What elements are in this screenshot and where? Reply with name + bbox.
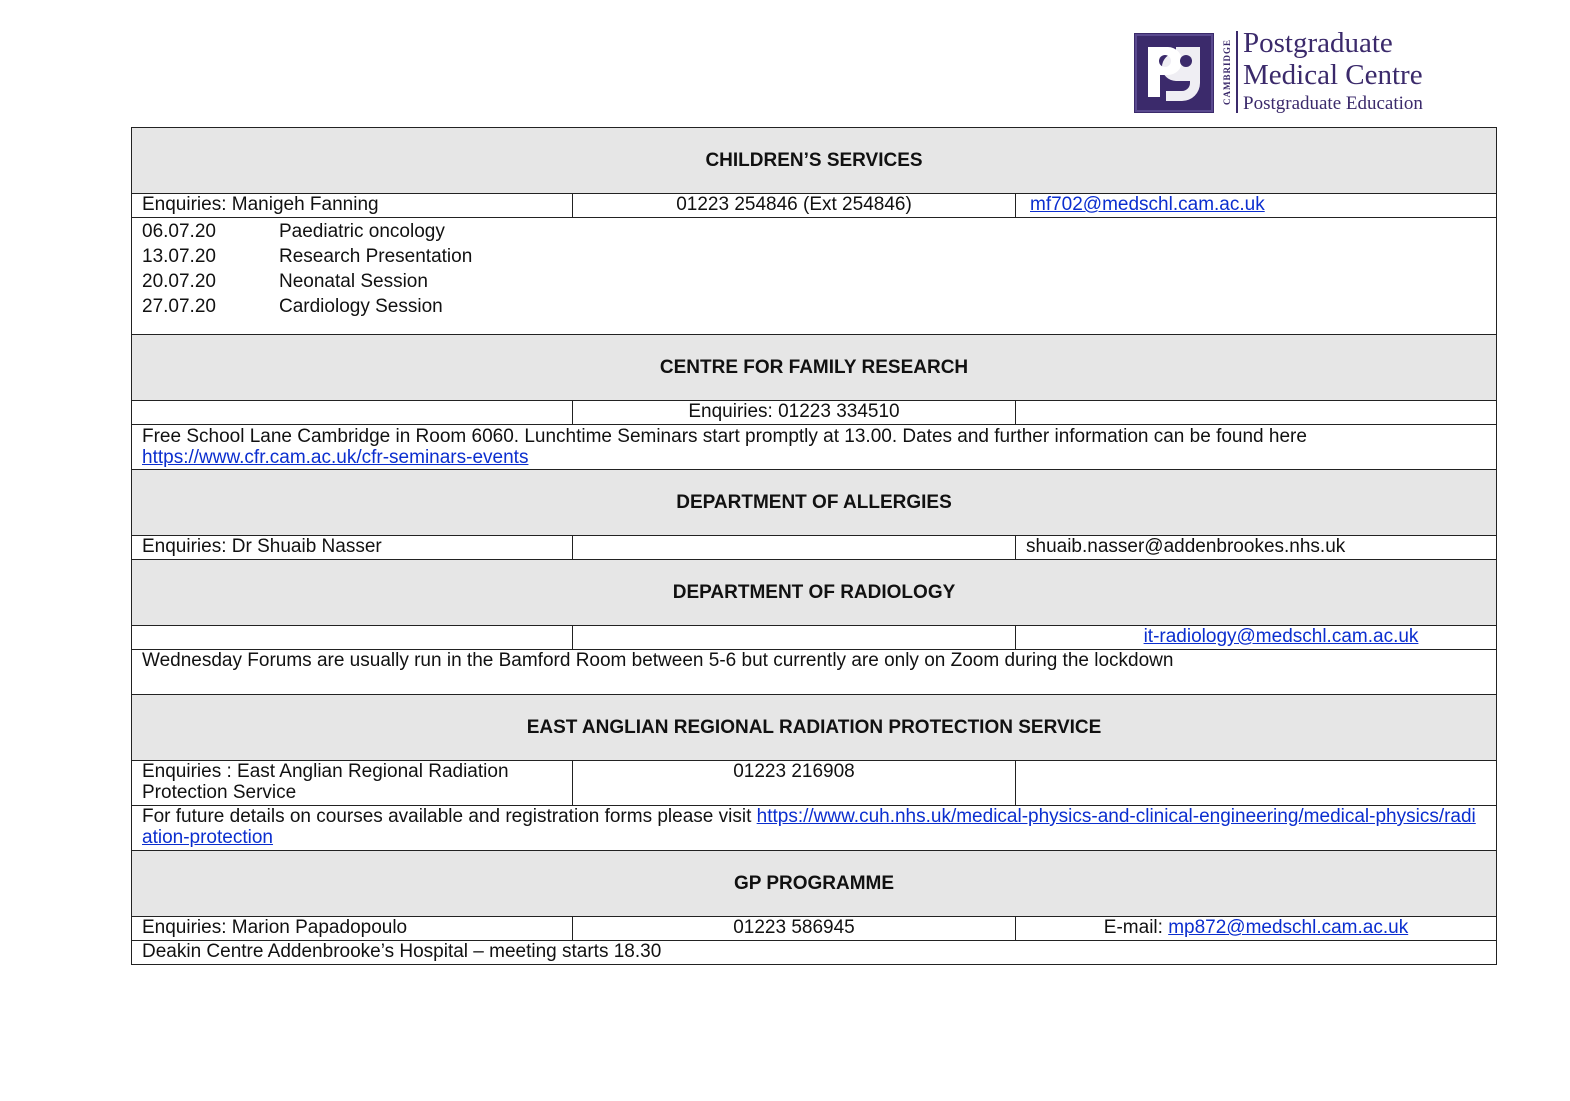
- cfr-enquiries: Enquiries: 01223 334510: [573, 401, 1016, 425]
- pg-monogram-icon: [1134, 33, 1214, 113]
- session-title: Cardiology Session: [279, 296, 443, 317]
- radiation-enquiries: Enquiries : East Anglian Regional Radiation Protection Service: [132, 761, 573, 806]
- session-date: 27.07.20: [142, 296, 216, 317]
- gp-email-link[interactable]: mp872@medschl.cam.ac.uk: [1168, 917, 1409, 938]
- session-date: 13.07.20: [142, 246, 216, 267]
- radiation-info: For future details on courses available and registration forms please visit: [142, 806, 752, 827]
- gp-phone: 01223 586945: [573, 917, 1016, 941]
- childrens-session-list: [132, 218, 1497, 335]
- section-heading-centre-family-research: CENTRE FOR FAMILY RESEARCH: [132, 335, 1497, 401]
- logo-divider: [1236, 31, 1238, 113]
- gp-enquiries: Enquiries: Marion Papadopoulo: [132, 917, 573, 941]
- allergies-email: shuaib.nasser@addenbrookes.nhs.uk: [1016, 536, 1497, 560]
- session-date: 06.07.20: [142, 221, 216, 242]
- section-heading-radiology: DEPARTMENT OF RADIOLOGY: [132, 560, 1497, 626]
- session-date: 20.07.20: [142, 271, 216, 292]
- list-item: [142, 295, 1486, 320]
- cfr-link[interactable]: https://www.cfr.cam.ac.uk/cfr-seminars-events: [142, 447, 529, 468]
- list-item: [142, 220, 1486, 245]
- session-title: Neonatal Session: [279, 271, 428, 292]
- session-title: Paediatric oncology: [279, 221, 445, 242]
- radiology-info: Wednesday Forums are usually run in the Bamford Room between 5-6 but currently are only on Zoom during the lockdown: [132, 650, 1497, 695]
- childrens-phone: 01223 254846 (Ext 254846): [573, 194, 1016, 218]
- logo-line-3: Postgraduate Education: [1243, 93, 1423, 114]
- radiation-link[interactable]: https://www.cuh.nhs.uk/medical-physics-and-clinical-engineering/medical-physics/radiation-protection: [142, 806, 1476, 848]
- events-table: [131, 127, 1497, 965]
- cfr-info: Free School Lane Cambridge in Room 6060. Lunchtime Seminars start promptly at 13.00. Dates and further information can be found here: [142, 426, 1307, 447]
- radiology-email-link[interactable]: it-radiology@medschl.cam.ac.uk: [1143, 626, 1419, 647]
- section-heading-radiation-protection: EAST ANGLIAN REGIONAL RADIATION PROTECTION SERVICE: [132, 695, 1497, 761]
- section-heading-gp-programme: GP PROGRAMME: [132, 851, 1497, 917]
- logo: [1134, 27, 1464, 117]
- list-item: [142, 270, 1486, 295]
- gp-email-label: E-mail:: [1103, 917, 1163, 938]
- section-heading-allergies: DEPARTMENT OF ALLERGIES: [132, 470, 1497, 536]
- gp-info: Deakin Centre Addenbrooke’s Hospital – meeting starts 18.30: [132, 941, 1497, 965]
- session-title: Research Presentation: [279, 246, 473, 267]
- logo-line-2: Medical Centre: [1243, 59, 1423, 91]
- childrens-email-link[interactable]: mf702@medschl.cam.ac.uk: [1030, 194, 1265, 215]
- section-heading-childrens-services: CHILDREN’S SERVICES: [132, 128, 1497, 194]
- childrens-enquiries: Enquiries: Manigeh Fanning: [132, 194, 573, 218]
- list-item: [142, 245, 1486, 270]
- logo-line-1: Postgraduate: [1243, 27, 1393, 59]
- radiation-phone: 01223 216908: [573, 761, 1016, 806]
- allergies-enquiries: Enquiries: Dr Shuaib Nasser: [132, 536, 573, 560]
- logo-vertical-text: CAMBRIDGE: [1222, 38, 1232, 106]
